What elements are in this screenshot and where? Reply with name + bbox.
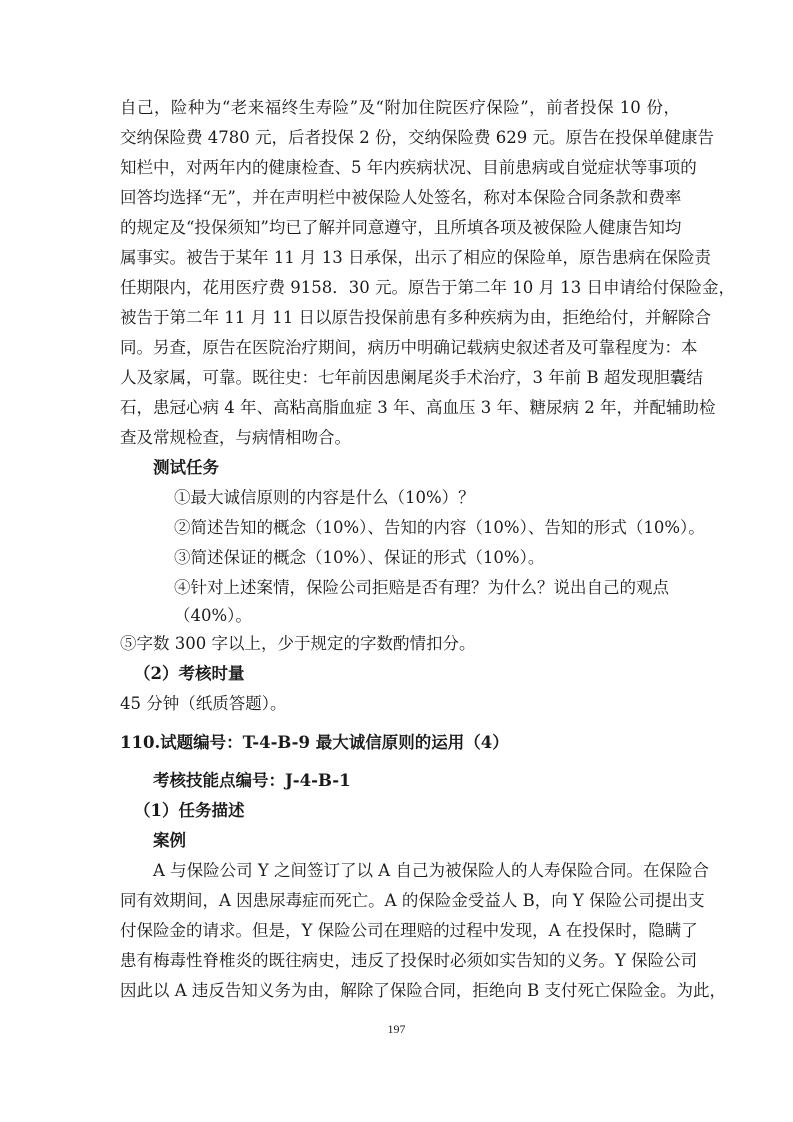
paragraph-line: 交纳保险费 4780 元，后者投保 2 份，交纳保险费 629 元。原告在投保单健康告 xyxy=(120,128,714,147)
test-task-item: ①最大诚信原则的内容是什么（10%）？ xyxy=(174,488,475,507)
case-line: 患有梅毒性脊椎炎的既往病史，违反了投保时必须如实告知的义务。Y 保险公司 xyxy=(120,951,698,970)
assessment-time-text: 45 分钟（纸质答题）。 xyxy=(120,694,287,713)
paragraph-line: 石，患冠心病 4 年、高粘高脂血症 3 年、高血压 3 年、糖尿病 2 年，并配辅助检 xyxy=(120,398,716,417)
assessment-time-heading: （2）考核时量 xyxy=(134,664,245,683)
task-description-heading: （1）任务描述 xyxy=(134,801,245,820)
test-task-item: ⑤字数 300 字以上，少于规定的字数酌情扣分。 xyxy=(120,634,476,653)
paragraph-line: 自己，险种为“老来福终生寿险”及“附加住院医疗保险”，前者投保 10 份， xyxy=(120,98,680,117)
paragraph-line: 同。另查，原告在医院治疗期间，病历中明确记载病史叙述者及可靠程度为：本 xyxy=(120,338,698,357)
test-task-item: （40%）。 xyxy=(174,606,252,625)
test-task-item: ②简述告知的概念（10%）、告知的内容（10%）、告知的形式（10%）。 xyxy=(174,518,705,537)
paragraph-line: 被告于第二年 11 月 11 日以原告投保前患有多种疾病为由，拒绝给付，并解除合 xyxy=(120,308,711,327)
case-heading: 案例 xyxy=(153,831,186,850)
skill-point: 考核技能点编号：J-4-B-1 xyxy=(153,771,351,790)
case-line: A 与保险公司 Y 之间签订了以 A 自己为被保险人的人寿保险合同。在保险合 xyxy=(153,861,709,880)
paragraph-line: 属事实。被告于某年 11 月 13 日承保，出示了相应的保险单，原告患病在保险责 xyxy=(120,248,711,267)
case-line: 因此以 A 违反告知义务为由，解除了保险合同，拒绝向 B 支付死亡保险金。为此， xyxy=(120,981,727,1000)
paragraph-line: 查及常规检查，与病情相吻合。 xyxy=(120,428,351,447)
case-line: 付保险金的请求。但是，Y 保险公司在理赔的过程中发现，A 在投保时，隐瞒了 xyxy=(120,921,698,940)
paragraph-line: 人及家属，可靠。既往史：七年前因患阑尾炎手术治疗，3 年前 B 超发现胆囊结 xyxy=(120,368,703,387)
paragraph-line: 知栏中，对两年内的健康检查、5 年内疾病状况、目前患病或自觉症状等事项的 xyxy=(120,158,697,177)
paragraph-line: 的规定及“投保须知”均已了解并同意遵守，且所填各项及被保险人健康告知均 xyxy=(120,218,682,237)
question-title: 110.试题编号：T-4-B-9 最大诚信原则的运用（4） xyxy=(120,733,509,752)
paragraph-line: 回答均选择“无”，并在声明栏中被保险人处签名，称对本保险合同条款和费率 xyxy=(120,188,682,207)
test-task-heading: 测试任务 xyxy=(153,458,219,477)
test-task-item: ④针对上述案情，保险公司拒赔是否有理？为什么？说出自己的观点 xyxy=(174,578,669,597)
page-number: 197 xyxy=(387,1022,406,1036)
case-line: 同有效期间，A 因患尿毒症而死亡。A 的保险金受益人 B，向 Y 保险公司提出支 xyxy=(120,891,705,910)
paragraph-line: 任期限内，花用医疗费 9158．30 元。原告于第二年 10 月 13 日申请给付保险金， xyxy=(120,278,735,297)
test-task-item: ③简述保证的概念（10%）、保证的形式（10%）。 xyxy=(174,548,545,567)
